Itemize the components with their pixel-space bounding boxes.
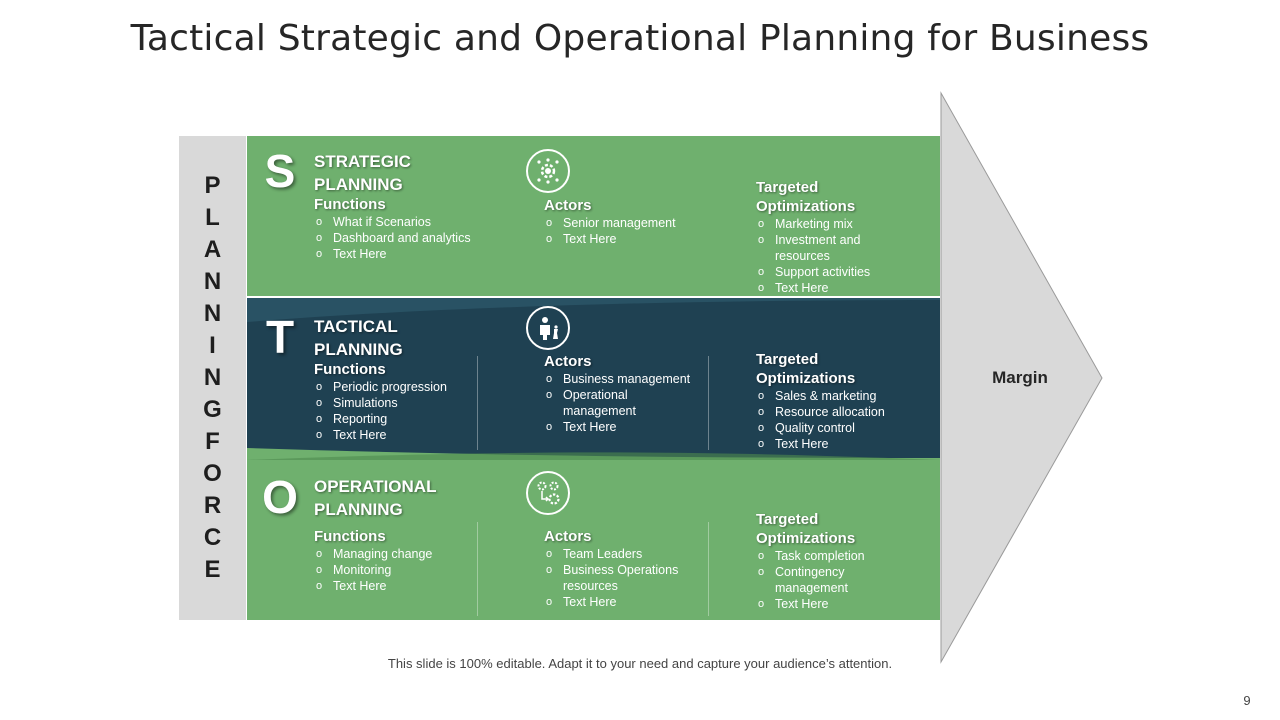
side-letter: R	[203, 492, 222, 519]
strategic-functions-title: Functions	[314, 196, 386, 213]
heading-line: STRATEGIC	[314, 152, 411, 171]
heading-line: TACTICAL	[314, 317, 398, 336]
side-letter: A	[203, 236, 222, 263]
page-number: 9	[1243, 693, 1251, 708]
gears-flow-icon	[526, 471, 570, 515]
list-item: o Investment and resources	[756, 232, 906, 264]
list-item: o Text Here	[314, 578, 432, 594]
gear-network-icon	[526, 149, 570, 193]
strategic-targets-title	[756, 178, 855, 216]
tactical-targets-list	[756, 388, 926, 452]
list-item: o Senior management	[544, 215, 704, 231]
operational-targets-list	[756, 548, 896, 612]
margin-label: Margin	[992, 368, 1048, 387]
side-letter: O	[203, 460, 222, 487]
column-divider	[708, 356, 709, 450]
operational-functions-list	[314, 546, 432, 594]
side-letter: F	[205, 428, 220, 455]
tactical-functions-list	[314, 379, 447, 443]
list-item: o Task completion	[756, 548, 896, 564]
side-letter: E	[204, 556, 221, 583]
list-item: o Business management	[544, 371, 704, 387]
column-divider	[477, 356, 478, 450]
operational-actors-list	[544, 546, 704, 610]
side-letter: C	[203, 524, 222, 551]
tactical-actors-list	[544, 371, 704, 435]
strategic-letter: S	[264, 145, 296, 197]
list-item: o Operational management	[544, 387, 658, 419]
side-letter: N	[203, 268, 222, 295]
targets-title-line: Targeted	[756, 179, 819, 196]
list-item: o Text Here	[544, 231, 704, 247]
businessman-chess-icon	[526, 306, 570, 350]
heading-line: PLANNING	[314, 500, 403, 519]
planning-force-letters	[179, 170, 246, 586]
strategic-actors-title: Actors	[544, 197, 592, 214]
list-item: o Quality control	[756, 420, 926, 436]
list-item: o Text Here	[756, 436, 926, 452]
tactical-actors-title: Actors	[544, 353, 592, 370]
targets-title-line: Targeted	[756, 511, 819, 528]
targets-title-line: Targeted	[756, 351, 819, 368]
side-letter: N	[203, 364, 222, 391]
list-item: o Contingency management	[756, 564, 875, 596]
strategic-heading	[314, 150, 411, 196]
operational-functions-title: Functions	[314, 528, 386, 545]
operational-heading	[314, 475, 436, 521]
list-item: o Text Here	[314, 246, 471, 262]
tactical-functions-title: Functions	[314, 361, 386, 378]
list-item: o Marketing mix	[756, 216, 906, 232]
operational-letter: O	[262, 471, 298, 523]
side-letter: P	[204, 172, 221, 199]
list-item: o Text Here	[756, 596, 896, 612]
list-item: o Simulations	[314, 395, 447, 411]
list-item: o Resource allocation	[756, 404, 926, 420]
tactical-letter: T	[265, 311, 295, 363]
list-item: o Periodic progression	[314, 379, 447, 395]
side-letter: G	[203, 396, 222, 423]
slide-title: Tactical Strategic and Operational Planning for Business	[130, 18, 1150, 59]
tactical-targets-title	[756, 350, 855, 388]
side-letter: L	[205, 204, 220, 231]
column-divider	[477, 522, 478, 616]
heading-line: OPERATIONAL	[314, 477, 437, 496]
side-letter: I	[209, 332, 216, 359]
list-item: o Sales & marketing	[756, 388, 926, 404]
operational-actors-title: Actors	[544, 528, 592, 545]
side-letter: N	[203, 300, 222, 327]
list-item: o Support activities	[756, 264, 906, 280]
footer-note: This slide is 100% editable. Adapt it to your need and capture your audience’s attention.	[387, 656, 893, 671]
list-item: o Monitoring	[314, 562, 432, 578]
list-item: o Reporting	[314, 411, 447, 427]
list-item: o Text Here	[544, 419, 704, 435]
targets-title-line: Optimizations	[756, 370, 856, 387]
operational-targets-title	[756, 510, 855, 548]
list-item: o What if Scenarios	[314, 214, 471, 230]
heading-line: PLANNING	[314, 340, 403, 359]
strategic-functions-list	[314, 214, 471, 262]
list-item: o Managing change	[314, 546, 432, 562]
heading-line: PLANNING	[314, 175, 403, 194]
strategic-targets-list	[756, 216, 906, 296]
list-item: o Text Here	[314, 427, 447, 443]
column-divider	[708, 522, 709, 616]
list-item: o Text Here	[544, 594, 704, 610]
list-item: o Business Operations resources	[544, 562, 703, 594]
targets-title-line: Optimizations	[756, 530, 856, 547]
tactical-heading	[314, 315, 403, 361]
list-item: o Text Here	[756, 280, 906, 296]
strategic-actors-list	[544, 215, 704, 247]
targets-title-line: Optimizations	[756, 198, 856, 215]
list-item: o Team Leaders	[544, 546, 704, 562]
list-item: o Dashboard and analytics	[314, 230, 471, 246]
